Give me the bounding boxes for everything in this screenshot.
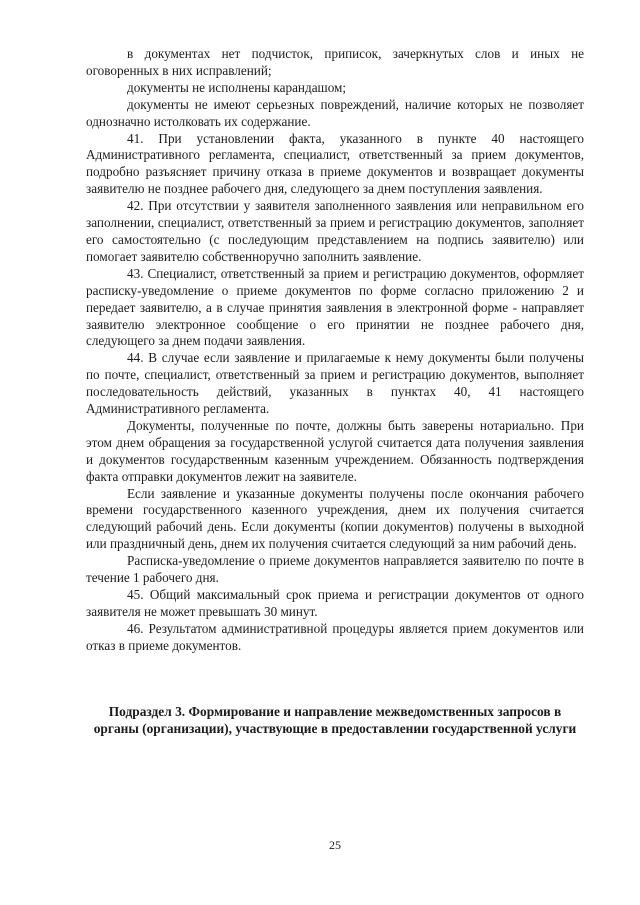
paragraph-45: 45. Общий максимальный срок приема и регистрации документов от одного заявителя не может превышать 30 минут. — [86, 587, 584, 619]
paragraph-receipt-notice: Расписка-уведомление о приеме документов направляется заявителю по почте в течение 1 рабочего дня. — [86, 553, 584, 586]
paragraph-no-damage: документы не имеют серьезных повреждений, наличие которых не позволяет однозначно истолковать их содержание. — [86, 96, 584, 129]
page-number: 25 — [329, 838, 341, 852]
paragraph-mail-notarized: Документы, полученные по почте, должны быть заверены нотариально. При этом днем обращения за государственной услугой считается дата получения заявления и документов государственным казенным учреждением. Обязанность подтверждения факта отправки документов лежит на заявителе. — [86, 417, 584, 484]
paragraph-44: 44. В случае если заявление и прилагаемые к нему документы были получены по почте, специалист, ответственный за прием и регистрацию документов, выполняет последовательность действий, указанных в пунктах 40, 41 настоящего Административного регламента. — [86, 350, 584, 417]
paragraph-42: 42. При отсутствии у заявителя заполненного заявления или неправильном его заполнении, специалист, ответственный за прием и регистрацию документов, заполняет его самостоятельно (с последующим представлением на подпись заявителю) или помогает заявителю собственноручно заполнить заявление. — [86, 198, 584, 264]
paragraph-after-hours: Если заявление и указанные документы получены после окончания рабочего времени государственного казенного учреждения, днем их получения считается следующий рабочий день. Если документы (копии документов) получены в выходной или праздничный день, днем их получения считается следующий за ним рабочий день. — [86, 485, 584, 552]
paragraph-no-erasures: в документах нет подчисток, приписок, зачеркнутых слов и иных не оговоренных в них исправлений; — [86, 46, 584, 78]
paragraph-46: 46. Результатом административной процедуры является прием документов или отказ в приеме документов. — [86, 620, 584, 653]
paragraph-no-pencil: документы не исполнены карандашом; — [127, 79, 347, 95]
paragraph-43: 43. Специалист, ответственный за прием и регистрацию документов, оформляет расписку-уведомление о приеме документов по форме согласно приложению 2 и передает заявителю, а в случае принятия заявления в электронной форме - направляет заявителю электронное сообщение о его принятии не позднее рабочего дня, следующего за днем подачи заявления. — [86, 265, 584, 349]
paragraph-41: 41. При установлении факта, указанного в пункте 40 настоящего Административного регламента, специалист, ответственный за прием документов, подробно разъясняет причину отказа в приеме документов и возвращает документы заявителю не позднее рабочего дня, следующего за днем поступления заявления. — [86, 130, 584, 197]
section-title: Подраздел 3. Формирование и направление межведомственных запросов в органы (организации), участвующие в предоставлении государственной услуги — [93, 703, 577, 736]
